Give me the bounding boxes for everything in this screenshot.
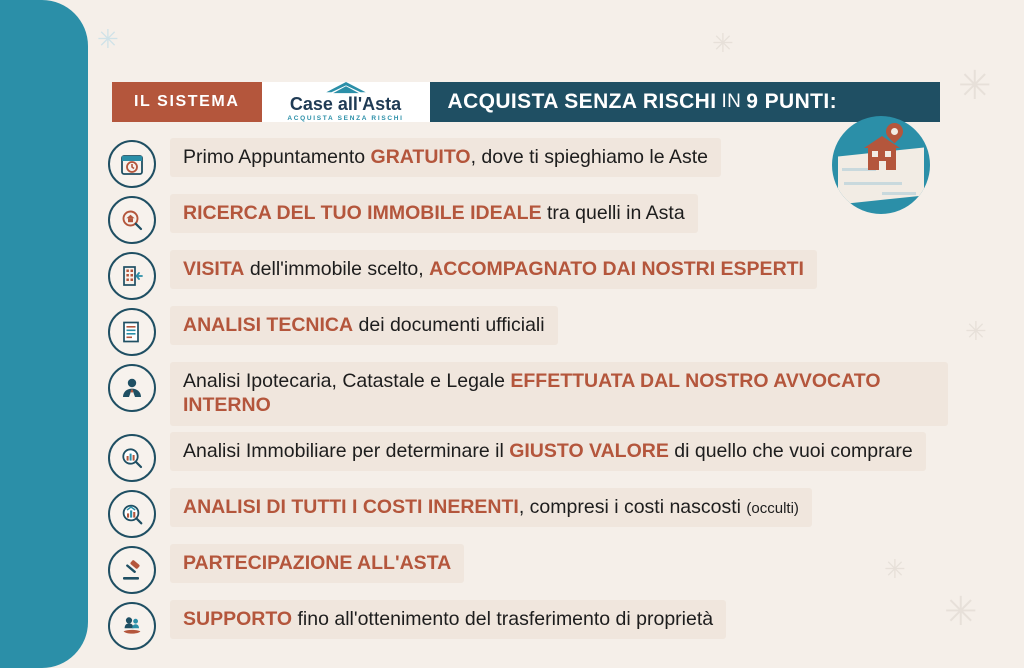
costs-chart-magnifier-icon [108,490,156,538]
step-row [108,306,948,356]
logo [262,82,430,122]
header-claim-connector: IN [721,91,742,112]
step-text [170,600,726,639]
step-row [108,544,948,594]
step-segment-highlight: EFFETTUATA DAL NOSTRO AVVOCATO INTERNO [183,370,881,417]
step-segment: , compresi i costi nascosti [518,495,747,518]
step-text [170,250,817,289]
step-segment-highlight: RICERCA DEL TUO IMMOBILE IDEALE [183,202,542,224]
lawyer-person-icon [108,364,156,412]
header-claim-part2: 9 PUNTI: [746,90,837,113]
step-text [170,362,948,426]
step-segment-highlight: VISITA [183,258,245,280]
step-segment-highlight: SUPPORTO [183,607,293,630]
sparkle-icon: ✳ [944,590,978,634]
chart-magnifier-icon [108,434,156,482]
sparkle-icon: ✳ [712,28,734,58]
step-segment-highlight: GRATUITO [370,146,471,168]
sparkle-icon: ✳ [965,316,987,346]
logo-name: Case all'Asta [289,94,402,114]
step-text [170,544,464,583]
step-row [108,250,948,300]
step-segment-highlight: GIUSTO VALORE [509,439,669,462]
building-visit-icon [108,252,156,300]
sparkle-icon: ✳ [97,24,119,54]
step-row [108,432,948,482]
header-claim-part1: ACQUISTA SENZA RISCHI [447,90,717,113]
step-row [108,362,948,426]
header-claim [430,82,940,122]
sparkle-icon: ✳ [884,554,906,584]
auction-gavel-icon [108,546,156,594]
support-hands-icon [108,602,156,650]
step-segment: , dove ti spieghiamo le Aste [470,146,708,168]
steps-list [108,138,948,656]
step-segment: fino all'ottenimento del trasferimento di proprietà [292,607,714,630]
step-segment-highlight: PARTECIPAZIONE ALL'ASTA [183,551,452,574]
header [112,82,940,122]
step-row [108,194,948,244]
step-text [170,138,721,177]
step-text [170,306,558,345]
step-segment: di quello che vuoi comprare [668,439,913,462]
step-segment: Primo Appuntamento [183,146,371,168]
step-row [108,488,948,538]
step-segment-small: (occulti) [746,499,799,517]
sparkle-icon: ✳ [958,64,992,108]
step-segment-highlight: ANALISI DI TUTTI I COSTI INERENTI [183,495,519,518]
step-segment: dell'immobile scelto, [244,258,430,280]
magnifier-house-icon [108,196,156,244]
step-segment-highlight: ACCOMPAGNATO DAI NOSTRI ESPERTI [429,258,804,280]
step-segment-highlight: ANALISI TECNICA [183,314,354,336]
header-badge-il-sistema: IL SISTEMA [112,82,262,122]
house-roof-icon [323,82,369,94]
document-analysis-icon [108,308,156,356]
step-row [108,600,948,650]
step-segment: Analisi Immobiliare per determinare il [183,439,510,462]
logo-tagline: ACQUISTA SENZA RISCHI [287,115,404,122]
step-text [170,194,698,233]
step-segment: Analisi Ipotecaria, Catastale e Legale [183,370,511,392]
step-text [170,432,926,471]
step-segment: dei documenti ufficiali [353,314,545,336]
step-text [170,488,812,527]
left-teal-panel [0,0,88,668]
step-segment: tra quelli in Asta [541,202,685,224]
calendar-clock-icon [108,140,156,188]
step-row [108,138,948,188]
